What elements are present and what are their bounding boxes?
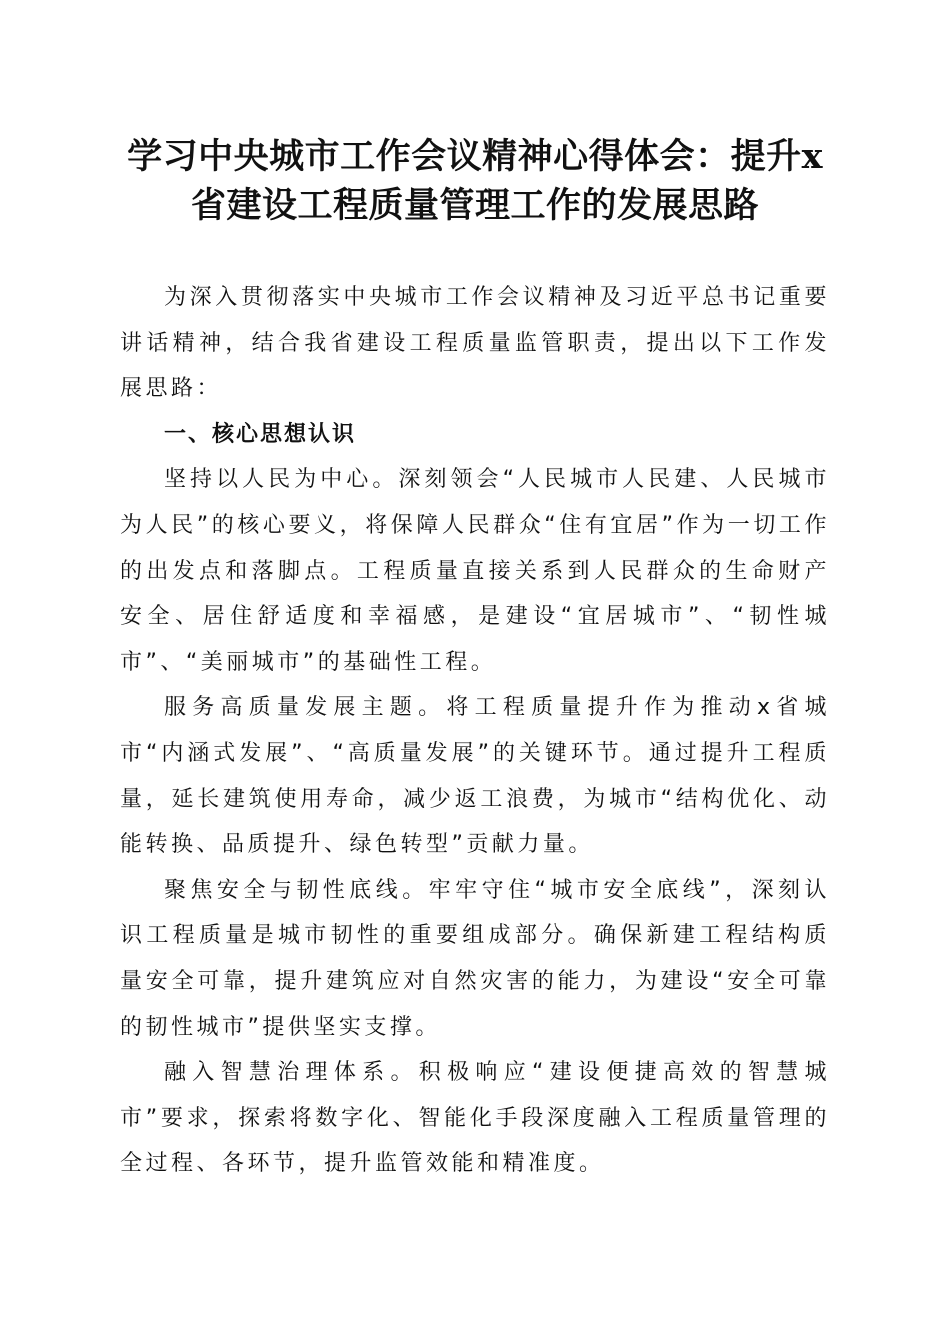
intro-paragraph: 为深入贯彻落实中央城市工作会议精神及习近平总书记重要讲话精神，结合我省建设工程质量监管职责，提出以下工作发展思路： <box>120 285 830 402</box>
document-body <box>120 275 830 1187</box>
body-paragraph: 聚焦安全与韧性底线。牢牢守住“城市安全底线”，深刻认识工程质量是城市韧性的重要组成部分。确保新建工程结构质量安全可靠，提升建筑应对自然灾害的能力，为建设“安全可靠的韧性城市”提供坚实支撑。 <box>120 877 830 1040</box>
title-line-2: 省建设工程质量管理工作的发展思路 <box>190 185 759 226</box>
section-heading: 一、核心思想认识 <box>164 421 357 447</box>
body-paragraph: 融入智慧治理体系。积极响应“建设便捷高效的智慧城市”要求，探索将数字化、智能化手段深度融入工程质量管理的全过程、各环节，提升监管效能和精准度。 <box>120 1060 830 1177</box>
body-paragraph: 服务高质量发展主题。将工程质量提升作为推动x省城市“内涵式发展”、“高质量发展”的关键环节。通过提升工程质量，延长建筑使用寿命，减少返工浪费，为城市“结构优化、动能转换、品质提升、绿色转型”贡献力量。 <box>120 695 830 858</box>
title-line-1: 学习中央城市工作会议精神心得体会：提升x <box>127 136 823 177</box>
document-title <box>100 132 850 230</box>
body-paragraph: 坚持以人民为中心。深刻领会“人民城市人民建、人民城市为人民”的核心要义，将保障人民群众“住有宜居”作为一切工作的出发点和落脚点。工程质量直接关系到人民群众的生命财产安全、居住舒适度和幸福感，是建设“宜居城市”、“韧性城市”、“美丽城市”的基础性工程。 <box>120 467 830 675</box>
